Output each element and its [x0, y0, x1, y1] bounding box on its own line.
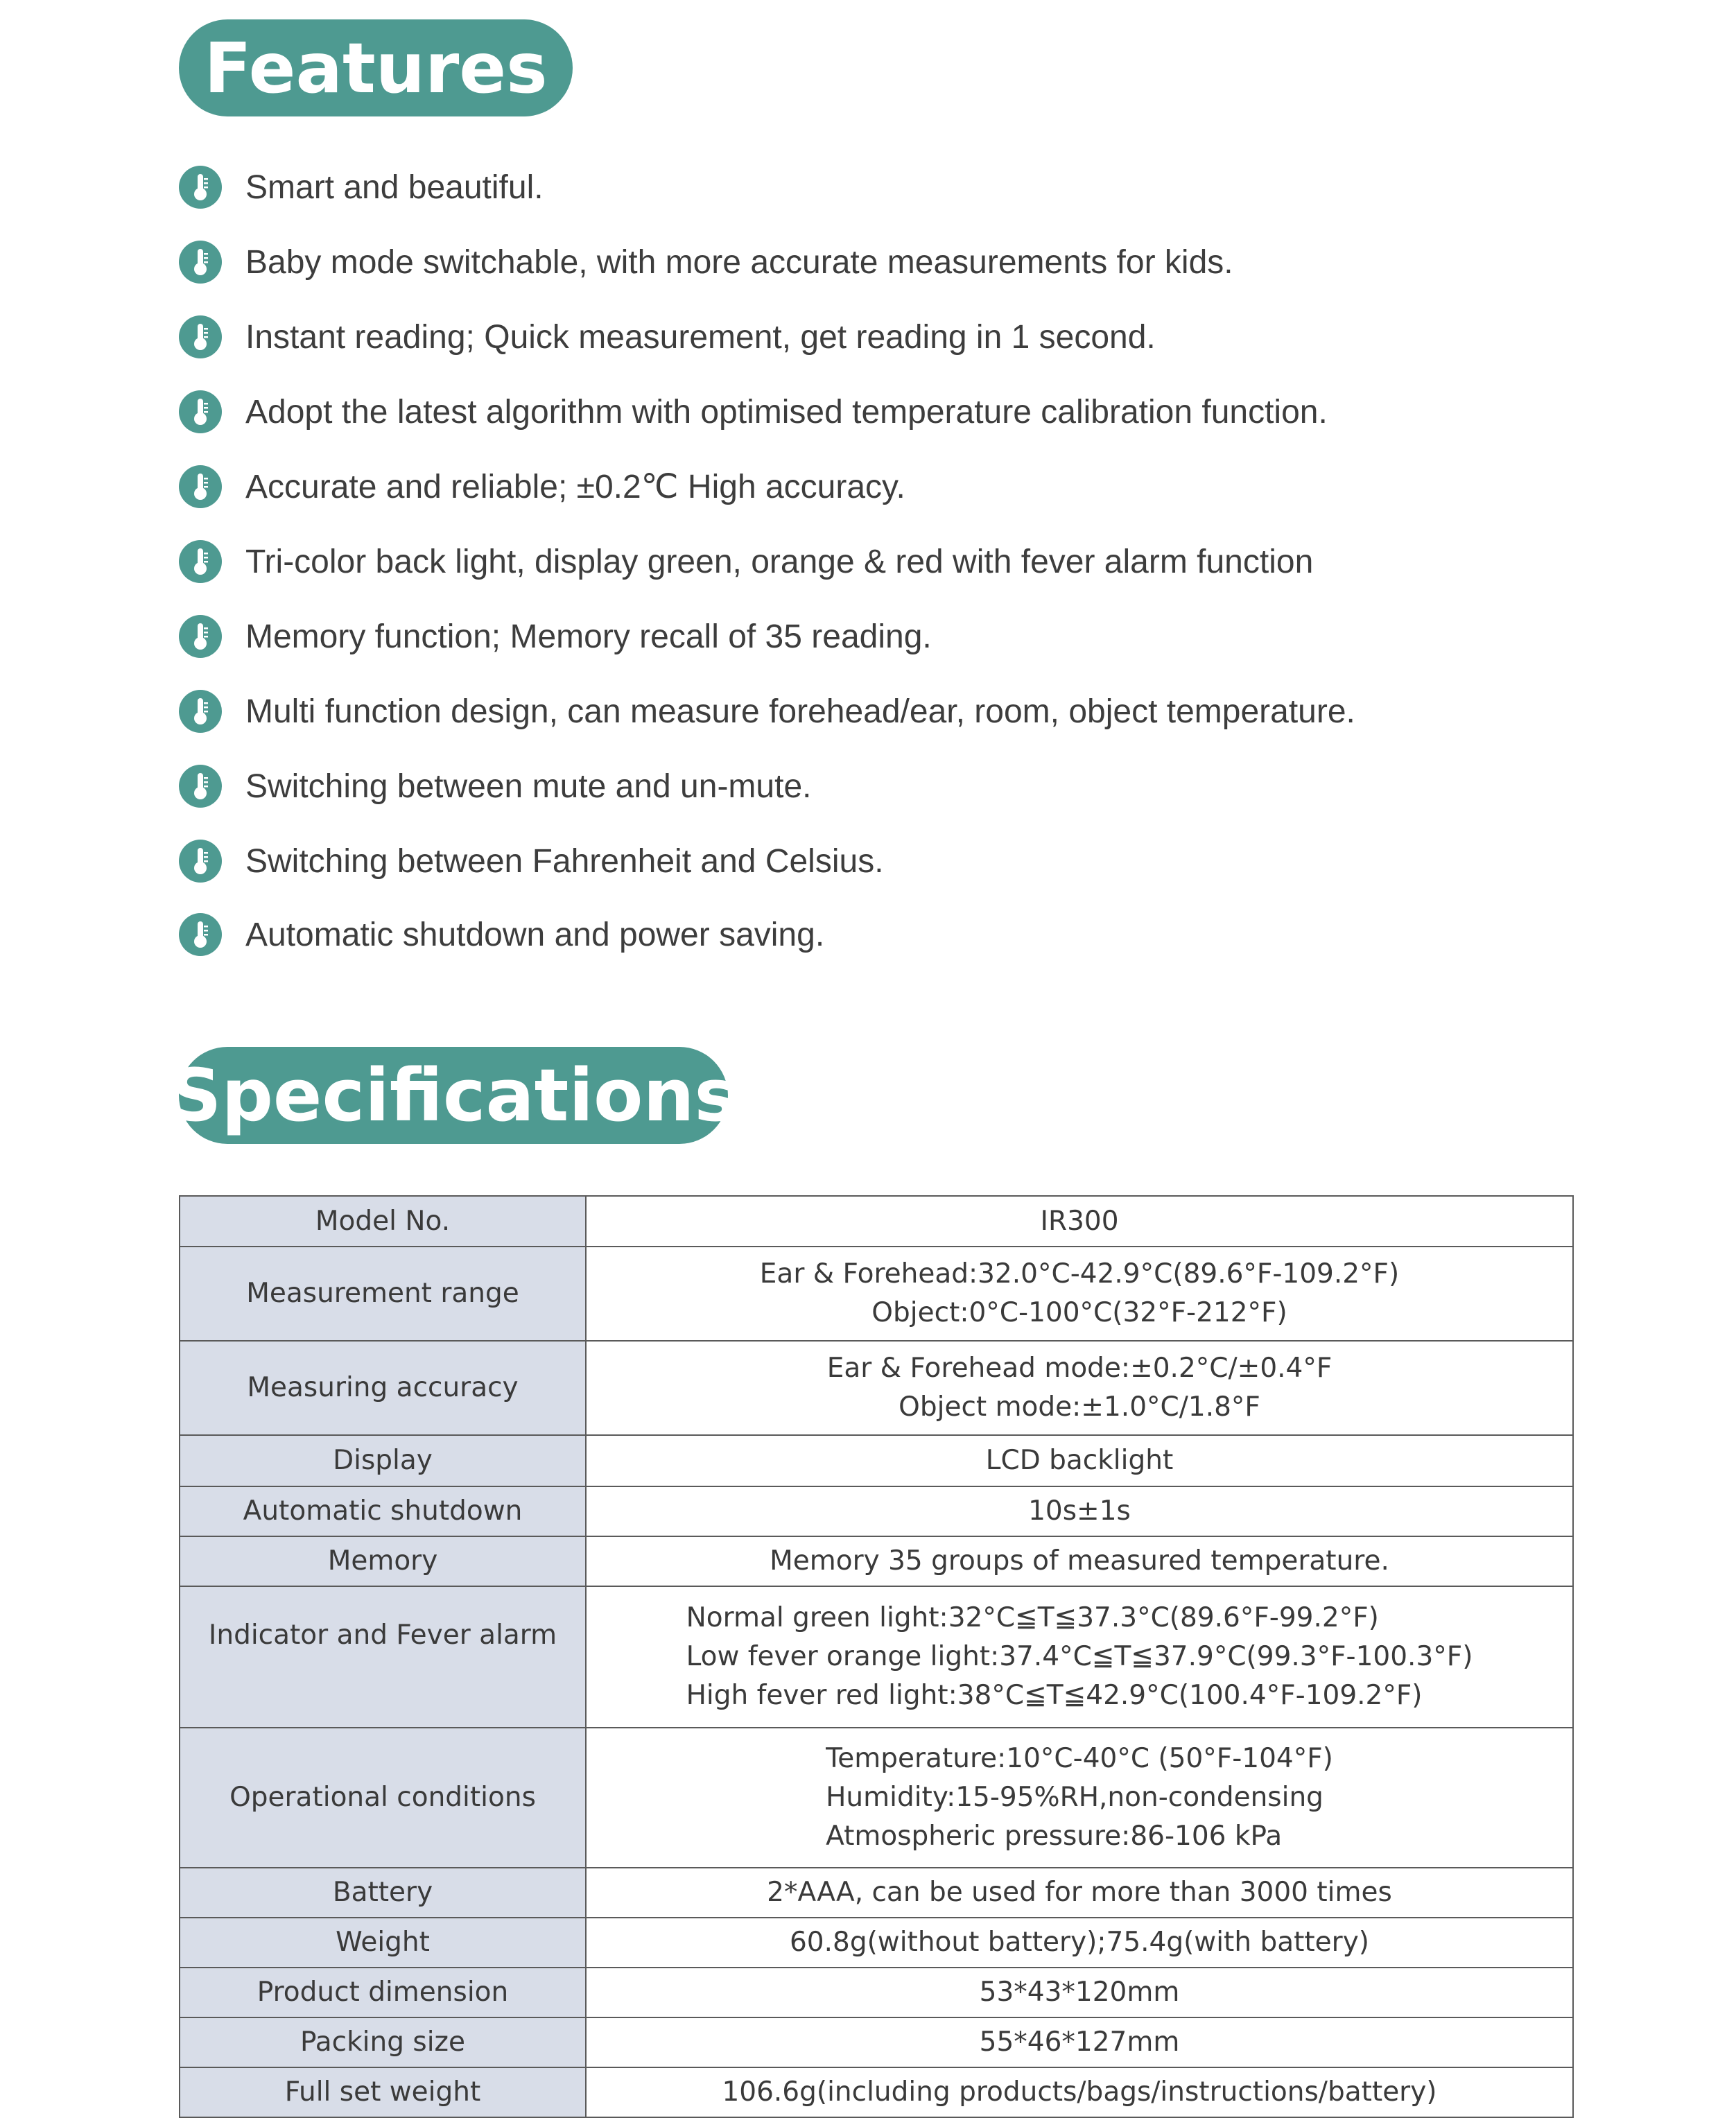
spec-value-line: Low fever orange light:37.4°C≦T≦37.9°C(99.3°F-100.3°F) [686, 1641, 1473, 1672]
feature-item [179, 462, 905, 511]
spec-value [586, 1968, 1573, 2017]
thermometer-icon [179, 315, 222, 358]
feature-text: Automatic shutdown and power saving. [245, 916, 825, 953]
table-row [180, 1536, 1573, 1586]
spec-value-line: Ear & Forehead:32.0°C-42.9°C(89.6°F-109.2°F) [759, 1258, 1400, 1290]
table-row [180, 2067, 1573, 2117]
spec-value-line: Ear & Forehead mode:±0.2°C/±0.4°F [826, 1353, 1333, 1384]
thermometer-icon [179, 241, 222, 284]
spec-value [586, 1918, 1573, 1968]
spec-label: Weight [180, 1918, 586, 1968]
feature-text: Baby mode switchable, with more accurate measurements for kids. [245, 243, 1233, 281]
spec-value [586, 2067, 1573, 2117]
thermometer-icon [179, 765, 222, 808]
spec-value [586, 1247, 1573, 1341]
spec-value-line: Temperature:10°C-40°C (50°F-104°F) [826, 1743, 1333, 1774]
spec-value-line: Memory 35 groups of measured temperature. [770, 1545, 1389, 1577]
feature-item [179, 388, 1328, 436]
feature-item [179, 837, 884, 885]
spec-value [586, 1868, 1573, 1918]
thermometer-icon [179, 615, 222, 658]
spec-value-line: 53*43*120mm [979, 1977, 1180, 2008]
spec-value-line: IR300 [1040, 1205, 1119, 1237]
feature-text: Adopt the latest algorithm with optimised temperature calibration function. [245, 393, 1328, 431]
spec-label: Packing size [180, 2017, 586, 2067]
spec-value [586, 1486, 1573, 1536]
table-row [180, 1341, 1573, 1435]
table-row [180, 1968, 1573, 2017]
spec-value-line: Atmospheric pressure:86-106 kPa [826, 1821, 1283, 1852]
feature-item [179, 537, 1313, 586]
spec-value-line: Object:0°C-100°C(32°F-212°F) [871, 1297, 1287, 1328]
spec-value-line: 2*AAA, can be used for more than 3000 times [767, 1877, 1392, 1908]
table-row [180, 2017, 1573, 2067]
spec-value-line: Normal green light:32°C≦T≦37.3°C(89.6°F-99.2°F) [686, 1602, 1379, 1633]
table-row [180, 1868, 1573, 1918]
spec-value-line: High fever red light:38°C≦T≦42.9°C(100.4°F-109.2°F) [686, 1680, 1423, 1711]
spec-value-line: Humidity:15-95%RH,non-condensing [826, 1782, 1323, 1813]
spec-value [586, 1728, 1573, 1868]
feature-item [179, 687, 1355, 736]
spec-value [586, 1586, 1573, 1728]
table-row [180, 1918, 1573, 1968]
spec-value-line: 55*46*127mm [979, 2026, 1180, 2058]
spec-label: Operational conditions [180, 1728, 586, 1868]
feature-text: Tri-color back light, display green, orange & red with fever alarm function [245, 543, 1314, 580]
table-row [180, 1247, 1573, 1341]
thermometer-icon [179, 390, 222, 433]
thermometer-icon [179, 166, 222, 209]
feature-text: Instant reading; Quick measurement, get reading in 1 second. [245, 318, 1156, 356]
spec-value-line: Object mode:±1.0°C/1.8°F [899, 1391, 1260, 1423]
spec-value-line: 10s±1s [1028, 1495, 1131, 1527]
thermometer-icon [179, 913, 222, 956]
spec-value [586, 1435, 1573, 1486]
thermometer-icon [179, 540, 222, 583]
feature-text: Memory function; Memory recall of 35 reading. [245, 618, 932, 655]
specifications-table [179, 1195, 1574, 2118]
spec-value [586, 1536, 1573, 1586]
spec-label: Measurement range [180, 1247, 586, 1341]
feature-text: Smart and beautiful. [245, 168, 544, 206]
specifications-heading: Specifications [179, 1047, 728, 1144]
table-row [180, 1728, 1573, 1868]
spec-value [586, 1196, 1573, 1247]
spec-label: Automatic shutdown [180, 1486, 586, 1536]
table-row [180, 1435, 1573, 1486]
feature-item [179, 612, 932, 661]
spec-label: Indicator and Fever alarm [180, 1586, 586, 1728]
spec-label: Full set weight [180, 2067, 586, 2117]
spec-label: Memory [180, 1536, 586, 1586]
spec-value-line: 106.6g(including products/bags/instructions/battery) [722, 2076, 1437, 2108]
feature-text: Accurate and reliable; ±0.2℃ High accuracy. [245, 469, 905, 505]
spec-label: Measuring accuracy [180, 1341, 586, 1435]
feature-item [179, 163, 544, 211]
table-row [180, 1586, 1573, 1728]
spec-value [586, 1341, 1573, 1435]
feature-item [179, 762, 811, 810]
thermometer-icon [179, 690, 222, 733]
spec-label: Display [180, 1435, 586, 1486]
spec-label: Battery [180, 1868, 586, 1918]
feature-item [179, 238, 1233, 286]
feature-item [179, 910, 824, 959]
spec-label: Product dimension [180, 1968, 586, 2017]
spec-value [586, 2017, 1573, 2067]
spec-value-line: 60.8g(without battery);75.4g(with battery) [789, 1927, 1370, 1958]
features-heading: Features [179, 19, 573, 116]
table-row [180, 1196, 1573, 1247]
table-row [180, 1486, 1573, 1536]
spec-label: Model No. [180, 1196, 586, 1247]
feature-item [179, 313, 1156, 361]
thermometer-icon [179, 465, 222, 508]
thermometer-icon [179, 840, 222, 883]
feature-text: Switching between mute and un-mute. [245, 767, 812, 805]
feature-text: Switching between Fahrenheit and Celsius. [245, 842, 884, 880]
feature-text: Multi function design, can measure forehead/ear, room, object temperature. [245, 693, 1355, 730]
spec-value-line: LCD backlight [985, 1445, 1174, 1476]
